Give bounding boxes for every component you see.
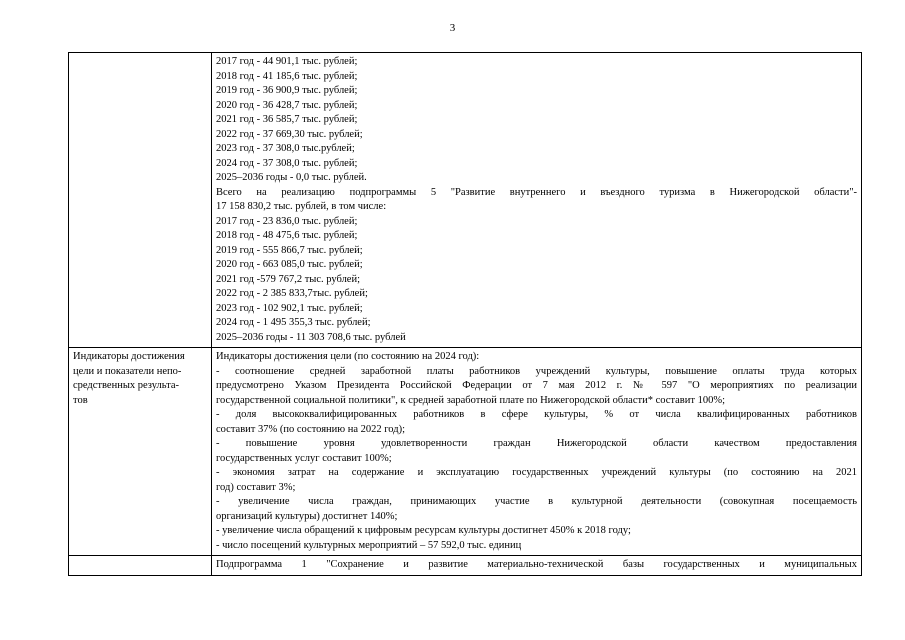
funding-line: 2023 год - 37 308,0 тыс.рублей; — [216, 143, 355, 154]
funding-line: 2021 год - 36 585,7 тыс. рублей; — [216, 114, 358, 125]
label-line: Индикаторы достижения — [73, 351, 185, 362]
funding-line: 2025–2036 годы - 0,0 тыс. рублей. — [216, 172, 367, 183]
funding-cell — [212, 53, 862, 348]
indicator-line: государственной социальной политики", к средней заработной плате по Нижегородской области* составит 100%; — [216, 394, 725, 406]
indicator-line: государственных услуг составит 100%; — [216, 452, 392, 464]
subprogram1-text: Подпрограмма 1 "Сохранение и развитие материально-технической базы государственных и муниципальных — [216, 559, 857, 570]
page-number: 3 — [449, 22, 456, 34]
subprogram5-line: 2024 год - 1 495 355,3 тыс. рублей; — [216, 317, 371, 328]
table-row-subprogram1 — [69, 556, 862, 576]
funding-line: 2019 год - 36 900,9 тыс. рублей; — [216, 85, 358, 96]
indicator-line: год) составит 3%; — [216, 481, 296, 493]
funding-line: 2018 год - 41 185,6 тыс. рублей; — [216, 70, 358, 82]
indicators-heading: Индикаторы достижения цели (по состоянию на 2024 год): — [216, 351, 480, 362]
row-label-empty — [69, 556, 212, 576]
funding-line: 2017 год - 44 901,1 тыс. рублей; — [216, 56, 358, 67]
label-line: средственных результа- — [73, 380, 180, 391]
funding-line: 2024 год - 37 308,0 тыс. рублей; — [216, 157, 358, 169]
subprogram5-line: 2025–2036 годы - 11 303 708,6 тыс. рублей — [216, 331, 406, 343]
indicator-line: - увеличение числа граждан, принимающих участие в культурной деятельности (совокупная посещаемость — [216, 496, 857, 507]
funding-line: 2020 год - 36 428,7 тыс. рублей; — [216, 99, 358, 111]
subprogram5-line: 2023 год - 102 902,1 тыс. рублей; — [216, 302, 363, 314]
subprogram5-line: 2018 год - 48 475,6 тыс. рублей; — [216, 230, 358, 241]
subprogram5-line: 2017 год - 23 836,0 тыс. рублей; — [216, 215, 358, 227]
subprogram5-total: 17 158 830,2 тыс. рублей, в том числе: — [216, 201, 387, 212]
table-row-indicators — [69, 348, 862, 556]
indicator-line: - увеличение числа обращений к цифровым ресурсам культуры достигнет 450% к 2018 году; — [216, 525, 631, 536]
indicator-line: - соотношение средней заработной платы работников учреждений культуры, повышение оплаты труда которых — [216, 365, 857, 377]
passport-table — [68, 52, 862, 576]
subprogram5-line: 2022 год - 2 385 833,7тыс. рублей; — [216, 288, 368, 299]
label-line: цели и показатели непо- — [73, 365, 182, 377]
indicator-line: - повышение уровня удовлетворенности граждан Нижегородской области качеством предоставления — [216, 438, 857, 449]
subprogram5-line: 2021 год -579 767,2 тыс. рублей; — [216, 273, 361, 285]
subprogram5-line: 2019 год - 555 866,7 тыс. рублей; — [216, 244, 363, 256]
indicator-line: - число посещений культурных мероприятий – 57 592,0 тыс. единиц — [216, 539, 522, 551]
indicator-line: составит 37% (по состоянию на 2022 год); — [216, 423, 406, 435]
row-label-empty — [69, 53, 212, 348]
indicators-cell — [212, 348, 862, 556]
label-line: тов — [73, 394, 88, 406]
subprogram5-intro: Всего на реализацию подпрограммы 5 "Развитие внутреннего и въездного туризма в Нижегородской области"- — [216, 186, 857, 198]
indicator-line: - доля высококвалифицированных работников в сфере культуры, % от числа квалифицированных работников — [216, 409, 857, 420]
indicator-line: организаций культуры) достигнет 140%; — [216, 510, 398, 522]
table-row-funding — [69, 53, 862, 348]
funding-line: 2022 год - 37 669,30 тыс. рублей; — [216, 128, 363, 140]
subprogram5-line: 2020 год - 663 085,0 тыс. рублей; — [216, 259, 363, 270]
indicators-label — [69, 348, 212, 556]
indicator-line: предусмотрено Указом Президента Российской Федерации от 7 мая 2012 г. № 597 "О мероприятиях по реализации — [216, 380, 857, 391]
subprogram1-cell — [212, 556, 862, 576]
indicator-line: - экономия затрат на содержание и эксплуатацию государственных учреждений культуры (по состоянию на 2021 — [216, 467, 857, 478]
